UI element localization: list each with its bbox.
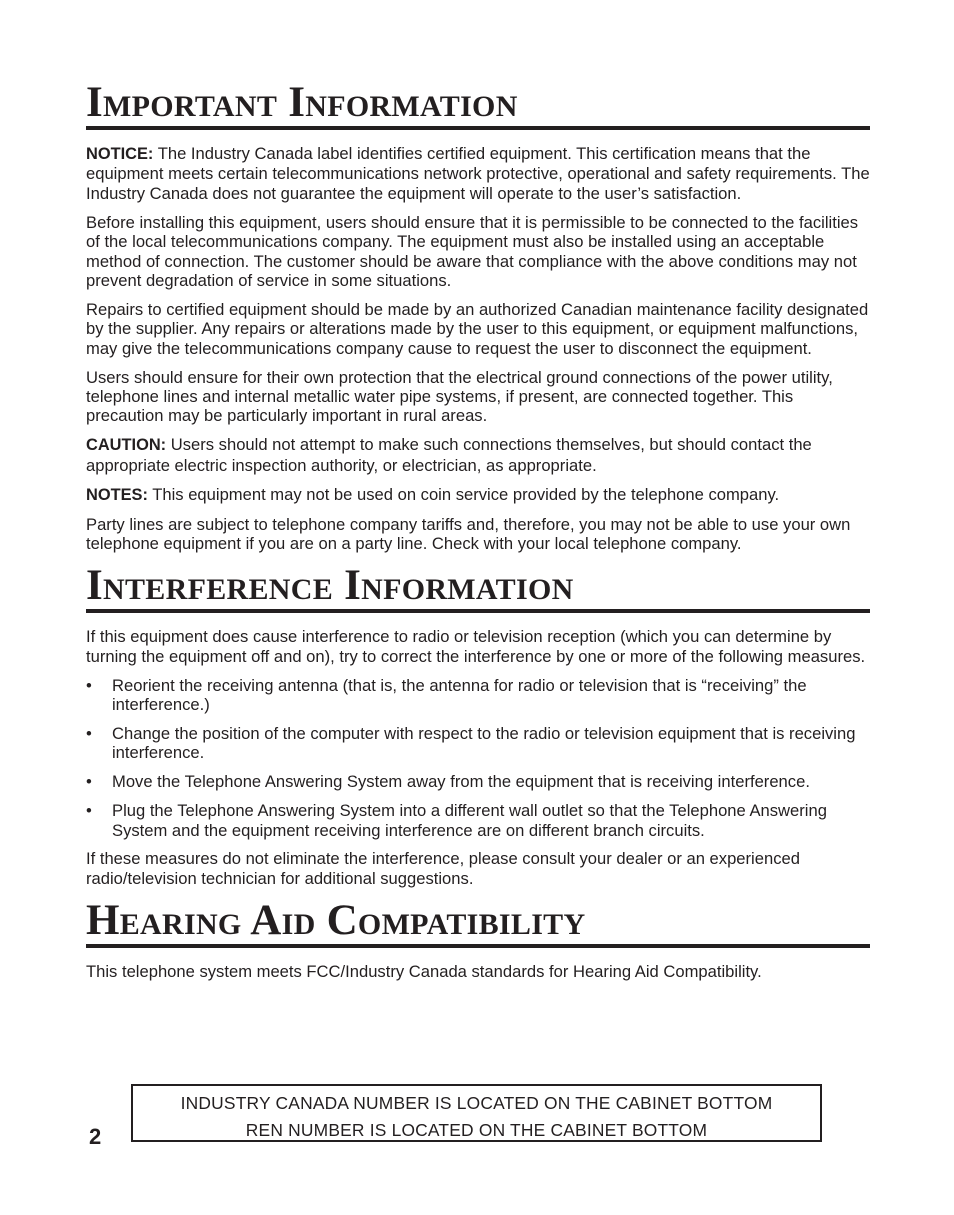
hearing-aid-compatibility-heading: Hearing Aid Compatibility	[86, 898, 870, 948]
notes-paragraph	[86, 485, 870, 505]
caution-paragraph	[86, 435, 870, 475]
installing-paragraph: Before installing this equipment, users should ensure that it is permissible to be connected to the facilities of the local telecommunications company. The equipment must also be installed using an acceptable method of connection. The customer should be aware that compliance with the above conditions may not prevent degradation of service in some situations.	[86, 212, 859, 290]
list-item-text: Change the position of the computer with respect to the radio or television equipment that is receiving interference.	[112, 723, 856, 763]
caution-text: Users should not attempt to make such connections themselves, but should contact the appropriate electric inspection authority, or electrician, as appropriate.	[86, 435, 812, 475]
notes-label: NOTES:	[86, 485, 148, 504]
interference-information-heading: Interference Information	[86, 563, 870, 613]
party-lines-paragraph: Party lines are subject to telephone company tariffs and, therefore, you may not be able to use your own telephone equipment if you are on a party line. Check with your local telephone company.	[86, 514, 851, 553]
cabinet-notice-line-1: INDUSTRY CANADA NUMBER IS LOCATED ON THE CABINET BOTTOM	[180, 1093, 773, 1113]
list-item-text: Plug the Telephone Answering System into a different wall outlet so that the Telephone Answering System and the equipment receiving interference are on different branch circuits.	[112, 801, 827, 840]
notice-text: The Industry Canada label identifies certified equipment. This certification means that the equipment meets certain telecommunications network protective, operational and safety requirements. The Industry Canada does not guarantee the equipment will operate to the user’s satisfaction.	[86, 144, 870, 203]
repairs-paragraph: Repairs to certified equipment should be made by an authorized Canadian maintenance facility designated by the supplier. Any repairs or alterations made by the user to this equipment, or equipment malfunctions, may give the telecommunications company cause to request the user to disconnect the equipment.	[86, 299, 869, 358]
important-information-heading: Important Information	[86, 80, 870, 130]
list-item	[86, 772, 870, 791]
page-content	[86, 80, 870, 982]
bullet-icon: •	[86, 675, 92, 695]
list-item-text: Move the Telephone Answering System away from the equipment that is receiving interference.	[112, 772, 810, 792]
interference-measures-list	[86, 676, 870, 840]
cabinet-notice-line-2: REN NUMBER IS LOCATED ON THE CABINET BOTTOM	[245, 1120, 708, 1140]
list-item-text: Reorient the receiving antenna (that is, the antenna for radio or television that is “receiving” the interference.)	[112, 675, 807, 715]
page-number: 2	[89, 1124, 102, 1149]
interference-intro: If this equipment does cause interference to radio or television reception (which you can determine by turning the equipment off and on), try to correct the interference by one or more of the following measures.	[86, 627, 866, 666]
notes-text: This equipment may not be used on coin service provided by the telephone company.	[147, 484, 780, 504]
caution-label: CAUTION:	[86, 436, 167, 455]
list-item	[86, 724, 870, 763]
cabinet-notice-box	[131, 1084, 822, 1142]
hearing-aid-text: This telephone system meets FCC/Industry Canada standards for Hearing Aid Compatibility.	[86, 962, 762, 982]
ground-paragraph: Users should ensure for their own protection that the electrical ground connections of the power utility, telephone lines and internal metallic water pipe systems, if present, are connected together. This precaution may be particularly important in rural areas.	[86, 367, 833, 426]
notice-paragraph	[86, 144, 870, 203]
interference-closing: If these measures do not eliminate the interference, please consult your dealer or an experienced radio/television technician for additional suggestions.	[86, 849, 800, 888]
notice-label: NOTICE:	[86, 145, 154, 163]
list-item	[86, 676, 870, 715]
bullet-icon: •	[86, 801, 92, 821]
bullet-icon: •	[86, 723, 92, 743]
list-item	[86, 801, 870, 840]
bullet-icon: •	[86, 772, 92, 792]
